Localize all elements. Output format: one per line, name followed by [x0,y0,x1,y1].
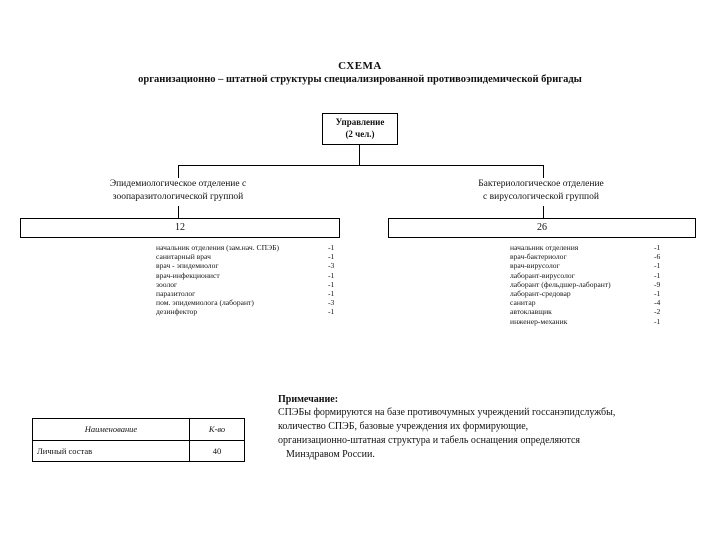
connector-horizontal [178,165,543,166]
staff-count: -2 [654,307,661,317]
staff-count: -1 [654,270,661,280]
staff-row [156,298,341,307]
staff-role: врач-бактериолог [510,252,567,262]
staff-role: лаборант-вирусолог [510,270,575,280]
department-epidemiology [70,178,286,204]
summary-header-count: К-во [190,419,245,441]
staff-row [156,307,341,316]
summary-table [32,418,245,462]
staff-role: зоолог [156,279,178,289]
management-count: (2 чел.) [345,129,375,139]
staff-count: -1 [328,289,335,299]
staff-count: -1 [654,243,661,252]
department-bacteriology-line1: Бактериологическое отделение [478,179,604,189]
staff-row [156,252,341,261]
note-line: СПЭБы формируются на базе противочумных учреждений госсанэпидслужбы, [278,407,616,418]
staff-count: -1 [654,289,661,299]
staff-row [510,298,668,307]
staff-count: -1 [328,243,335,252]
department-bacteriology-line2: с вирусологической группой [483,192,599,202]
staff-role: автоклавщик [510,307,552,317]
diagram-subtitle: организационно – штатной структуры специализированной противоэпидемической бригады [138,74,582,85]
note-line: количество СПЭБ, базовые учреждения их формирующие, [278,421,529,432]
department-epidemiology-total-value: 12 [175,222,185,233]
staff-row [510,261,668,270]
staff-role: лаборант-средовар [510,289,571,299]
staff-row [156,243,341,252]
department-epidemiology-line2: зоопаразитологической группой [112,192,244,202]
staff-count: -3 [328,298,335,308]
staff-role: врач-вирусолог [510,261,560,271]
staff-role: санитар [510,298,536,308]
department-bacteriology-staff-list [510,243,668,326]
staff-row [510,252,668,261]
connector-dept2-vertical [543,165,544,178]
management-name: Управление [335,117,385,127]
staff-count: -1 [328,279,335,289]
staff-row [156,289,341,298]
note-line: Минздравом России. [286,449,375,460]
summary-row-count: 40 [190,440,245,462]
staff-count: -1 [328,252,335,262]
staff-row [156,280,341,289]
staff-role: пом. эпидемиолога (лаборант) [156,298,254,308]
staff-role: врач-инфекционист [156,270,220,280]
department-bacteriology [438,178,644,204]
staff-count: -9 [654,279,661,289]
staff-role: инженер-механик [510,316,568,326]
summary-data-row [33,440,245,462]
staff-count: -1 [328,307,335,317]
note-line: организационно-штатная структура и табель оснащения определяются [278,435,580,446]
department-epidemiology-total [20,218,340,238]
staff-row [510,317,668,326]
staff-row [156,261,341,270]
diagram-title: СХЕМА [338,60,382,72]
management-box [322,113,398,145]
note-text [278,406,708,462]
staff-row [510,307,668,316]
staff-row [510,289,668,298]
staff-count: -1 [654,316,661,326]
department-epidemiology-staff-list [156,243,341,317]
staff-row [156,271,341,280]
staff-role: врач - эпидемиолог [156,261,219,271]
department-epidemiology-line1: Эпидемиологическое отделение с [109,179,247,189]
staff-row [510,280,668,289]
staff-role: лаборант (фельдшер-лаборант) [510,279,611,289]
staff-role: начальник отделения (зам.нач. СПЭБ) [156,243,279,252]
staff-row [510,243,668,252]
staff-count: -3 [328,261,335,271]
staff-row [510,271,668,280]
staff-role: дезинфектор [156,307,198,317]
summary-row-name: Личный состав [33,440,190,462]
department-bacteriology-total-value: 26 [537,222,547,233]
connector-dept1-total [178,206,179,218]
connector-dept1-vertical [178,165,179,178]
staff-role: начальник отделения [510,243,579,252]
summary-header-row [33,419,245,441]
staff-count: -1 [654,261,661,271]
summary-header-name: Наименование [33,419,190,441]
staff-role: паразитолог [156,289,196,299]
staff-count: -6 [654,252,661,262]
staff-role: санитарный врач [156,252,211,262]
connector-dept2-total [543,206,544,218]
note-title: Примечание: [278,394,339,405]
connector-mgmt-vertical [359,145,360,165]
staff-count: -1 [328,270,335,280]
staff-count: -4 [654,298,661,308]
department-bacteriology-total [388,218,696,238]
